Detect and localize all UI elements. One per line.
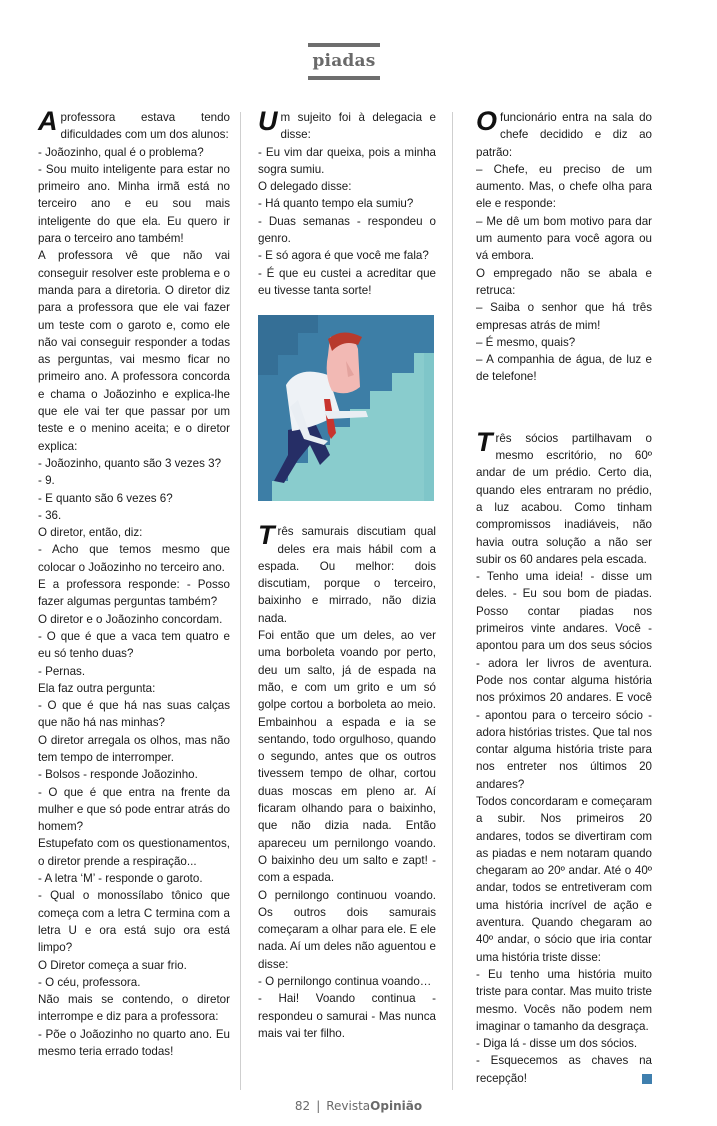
story-paragraph — [258, 247, 436, 264]
paragraph-text: - O que é que há nas suas calças que não há nas minhas? — [38, 699, 230, 730]
paragraph-text: - Acho que temos mesmo que colocar o Joãozinho no terceiro ano. — [38, 543, 230, 574]
story-paragraph — [38, 974, 230, 991]
story-paragraph — [38, 161, 230, 247]
paragraph-text: - Hai! Voando continua - respondeu o samurai - Mas nunca mais vai ter filho. — [258, 992, 436, 1040]
story-paragraph — [38, 524, 230, 541]
story-paragraph — [476, 966, 652, 1035]
story-paragraph — [258, 973, 436, 990]
story-funcionario — [476, 106, 652, 386]
paragraph-text: – É mesmo, quais? — [476, 335, 576, 349]
paragraph-text: – A companhia de água, de luz e de telefone! — [476, 353, 652, 384]
story-paragraph — [38, 957, 230, 974]
story-paragraph — [38, 835, 230, 870]
paragraph-text: Todos concordaram e começaram a subir. Nos primeiros 20 andares, todos se divertiram com as piadas e nem notaram quando chegaram ao 20º andar. Até o 40º andar, todos se entretiveram com uma história incrível de ação e aventura. Quando chegaram ao 40º andar, o sócio que iria contar uma história triste disse: — [476, 794, 652, 964]
paragraph-text: O diretor e o Joãozinho concordam. — [38, 612, 223, 626]
column-1 — [38, 106, 230, 1060]
story-paragraph — [476, 568, 652, 793]
paragraph-text: m sujeito foi à delegacia e disse: — [280, 111, 436, 142]
story-paragraph — [258, 106, 436, 144]
drop-cap: O — [476, 106, 498, 136]
paragraph-text: - O pernilongo continua voando… — [258, 974, 432, 988]
paragraph-text: - Sou muito inteligente para estar no primeiro ano. Minha irmã está no terceiro ano e eu sou mais inteligente do que ela. Eu quero ir para o terceiro ano também! — [38, 162, 230, 246]
paragraph-text: O pernilongo continuou voando. Os outros dois samurais começaram a olhar para ele. E ele nada. Aí um deles não aguentou e disse: — [258, 888, 436, 971]
drop-cap: T — [476, 426, 493, 457]
story-paragraph — [476, 161, 652, 213]
paragraph-text: O diretor arregala os olhos, mas não tem tempo de interromper. — [38, 733, 230, 764]
story-paragraph — [38, 991, 230, 1026]
paragraph-text: E a professora responde: - Posso fazer algumas perguntas também? — [38, 578, 230, 609]
story-paragraph — [476, 213, 652, 265]
paragraph-text: A professora vê que não vai conseguir resolver este problema e o manda para a diretoria. O diretor diz para a professora que ele vai fazer um teste com o garoto e, como ele não vai conseguir responder a todas as perguntas, vai mesmo ficar no primeiro ano. A professora concorda e chama o Joãozinho e explica-lhe que ele vai ter que passar por um teste e o menino aceita; e o diretor explica: — [38, 249, 230, 453]
paragraph-text: Foi então que um deles, ao ver uma borboleta voando por perto, deu um salto, já de espada na mão, e com um grito e um só golpe cortou a borboleta ao meio. Embainhou a espada e ia se sentando, todo orgulhoso, quando o segundo, antes que os outros tivessem tempo de olhar, cortou duas moscas em pleno ar. Aí ficaram olhando para o baixinho, que não dizia nada. Então apareceu um pernilongo voando. O baixinho deu um salto e zapt! - com a espada. — [258, 629, 436, 885]
paragraph-text: - Duas semanas - respondeu o genro. — [258, 214, 436, 246]
paragraph-text: Ela faz outra pergunta: — [38, 681, 156, 695]
story-paragraph — [38, 680, 230, 697]
story-gap — [476, 386, 652, 430]
paragraph-text: - O céu, professora. — [38, 975, 141, 989]
man-climbing-stairs-image — [258, 315, 434, 501]
story-paragraph — [38, 144, 230, 161]
magazine-name-bold: Opinião — [370, 1099, 423, 1113]
paragraph-text: - O que é que a vaca tem quatro e eu só tenho duas? — [38, 629, 230, 661]
paragraph-text: - O que é que entra na frente da mulher e que só pode entrar atrás do homem? — [38, 785, 230, 834]
story-paragraph — [38, 472, 230, 489]
paragraph-text: – Me dê um bom motivo para dar um aumento para você agora ou vá embora. — [476, 214, 652, 263]
story-paragraph — [38, 870, 230, 887]
paragraph-text: - 9. — [38, 474, 55, 488]
story-paragraph — [476, 106, 652, 161]
drop-cap: A — [38, 106, 58, 136]
story-samurais — [258, 520, 436, 1042]
paragraph-text: professora estava tendo dificuldades com um dos alunos: — [60, 111, 230, 142]
magazine-name-light: Revista — [326, 1099, 371, 1113]
story-paragraph — [476, 793, 652, 966]
story-paragraph — [476, 1035, 652, 1052]
header-rule-bottom — [308, 76, 380, 80]
story-paragraph — [258, 195, 436, 212]
story-sogra — [258, 106, 436, 299]
story-paragraph — [38, 611, 230, 628]
paragraph-text: – Saiba o senhor que há três empresas atrás de mim! — [476, 301, 652, 332]
paragraph-text: - A letra ‘M’ - responde o garoto. — [38, 872, 203, 886]
column-divider-1 — [240, 112, 241, 1090]
story-paragraph — [38, 784, 230, 836]
drop-cap: U — [258, 106, 278, 136]
story-paragraph — [38, 541, 230, 576]
story-paragraph — [38, 507, 230, 524]
paragraph-text: rês samurais discutiam qual deles era mais hábil com a espada. Ou melhor: dois discutiam, porque o terceiro, baixinho e mirrado, não dizia nada. — [258, 525, 436, 625]
paragraph-text: - 36. — [38, 508, 62, 522]
column-2 — [258, 106, 436, 1042]
footer-separator: | — [316, 1099, 321, 1113]
paragraph-text: O Diretor começa a suar frio. — [38, 958, 187, 972]
story-paragraph — [476, 265, 652, 300]
story-paragraph — [476, 299, 652, 334]
story-professora — [38, 106, 230, 1060]
drop-cap: T — [258, 520, 275, 551]
paragraph-text: - Eu vim dar queixa, pois a minha sogra sumiu. — [258, 145, 436, 176]
paragraph-text: - Joãozinho, qual é o problema? — [38, 145, 204, 159]
story-paragraph — [258, 627, 436, 886]
paragraph-text: - Qual o monossílabo tônico que começa com a letra C termina com a letra U e ora está sujo ora está limpo? — [38, 889, 230, 955]
stairs-illustration — [258, 315, 434, 501]
paragraph-text: - Põe o Joãozinho no quarto ano. Eu mesmo teria errado todas! — [38, 1027, 230, 1059]
story-paragraph — [258, 265, 436, 300]
page-footer — [0, 1099, 717, 1113]
paragraph-text: - Tenho uma ideia! - disse um deles. - Eu sou bom de piadas. Posso contar piadas nos primeiros vinte andares. Você - apontou para um dos seus sócios - adora ler livros de aventura. Pode nos contar alguma história nos próximos 20 andares. E você - apontou para o terceiro sócio - adora histórias tristes. Que tal nos contar alguma história triste para nos entreter nos últimos 20 andares? — [476, 570, 652, 791]
story-paragraph — [476, 1052, 652, 1087]
header-rule-top — [308, 43, 380, 47]
paragraph-text: Não mais se contendo, o diretor interrompe e diz para a professora: — [38, 993, 230, 1024]
paragraph-text: Estupefato com os questionamentos, o diretor prende a respiração... — [38, 837, 230, 868]
paragraph-text: O empregado não se abala e retruca: — [476, 266, 652, 297]
paragraph-text: - Bolsos - responde Joãozinho. — [38, 768, 198, 782]
paragraph-text: O diretor, então, diz: — [38, 526, 143, 540]
story-paragraph — [38, 732, 230, 767]
story-paragraph — [38, 490, 230, 507]
story-paragraph — [38, 247, 230, 455]
story-paragraph — [38, 663, 230, 680]
story-paragraph — [38, 766, 230, 783]
story-paragraph — [38, 106, 230, 144]
paragraph-text: - Diga lá - disse um dos sócios. — [476, 1037, 638, 1051]
story-paragraph — [258, 144, 436, 179]
story-paragraph — [258, 213, 436, 248]
story-paragraph — [38, 887, 230, 956]
story-paragraph — [38, 1026, 230, 1061]
section-title: piadas — [312, 51, 376, 71]
column-divider-2 — [452, 112, 453, 1090]
paragraph-text: - Eu tenho uma história muito triste para contar. Mas muito triste mesmo. Vocês não podem nem imaginar o tamanho da desgraça. — [476, 967, 652, 1033]
story-paragraph — [38, 697, 230, 732]
story-paragraph — [258, 990, 436, 1042]
paragraph-text: rês sócios partilhavam o mesmo escritório, no 60º andar de um prédio. Certo dia, quando eles entraram no prédio, a luz acabou. Como tinham compromissos inadiáveis, não havia outra solução a não ser subir os 60 andares pela escada. — [476, 431, 652, 566]
paragraph-text: - E só agora é que você me fala? — [258, 249, 429, 263]
story-paragraph — [476, 334, 652, 351]
paragraph-text: - E quanto são 6 vezes 6? — [38, 491, 173, 505]
paragraph-text: - Joãozinho, quanto são 3 vezes 3? — [38, 456, 222, 470]
section-header — [308, 43, 380, 80]
story-paragraph — [258, 520, 436, 627]
paragraph-text: - Esquecemos as chaves na recepção! — [476, 1054, 652, 1085]
paragraph-text: funcionário entra na sala do chefe decidido e diz ao patrão: — [476, 111, 652, 159]
page-number: 82 — [294, 1099, 311, 1113]
paragraph-text: O delegado disse: — [258, 180, 352, 194]
story-paragraph — [38, 455, 230, 472]
story-socios — [476, 426, 652, 1087]
story-paragraph — [258, 887, 436, 973]
paragraph-text: - É que eu custei a acreditar que eu tivesse tanta sorte! — [258, 266, 436, 297]
story-paragraph — [38, 576, 230, 611]
story-paragraph — [476, 426, 652, 568]
story-paragraph — [258, 178, 436, 195]
paragraph-text: - Pernas. — [38, 664, 86, 678]
paragraph-text: - Há quanto tempo ela sumiu? — [258, 197, 414, 211]
paragraph-text: – Chefe, eu preciso de um aumento. Mas, o chefe olha para ele e responde: — [476, 162, 652, 211]
story-paragraph — [38, 628, 230, 663]
column-3 — [476, 106, 652, 1087]
story-paragraph — [476, 351, 652, 386]
end-of-article-mark — [642, 1074, 652, 1084]
